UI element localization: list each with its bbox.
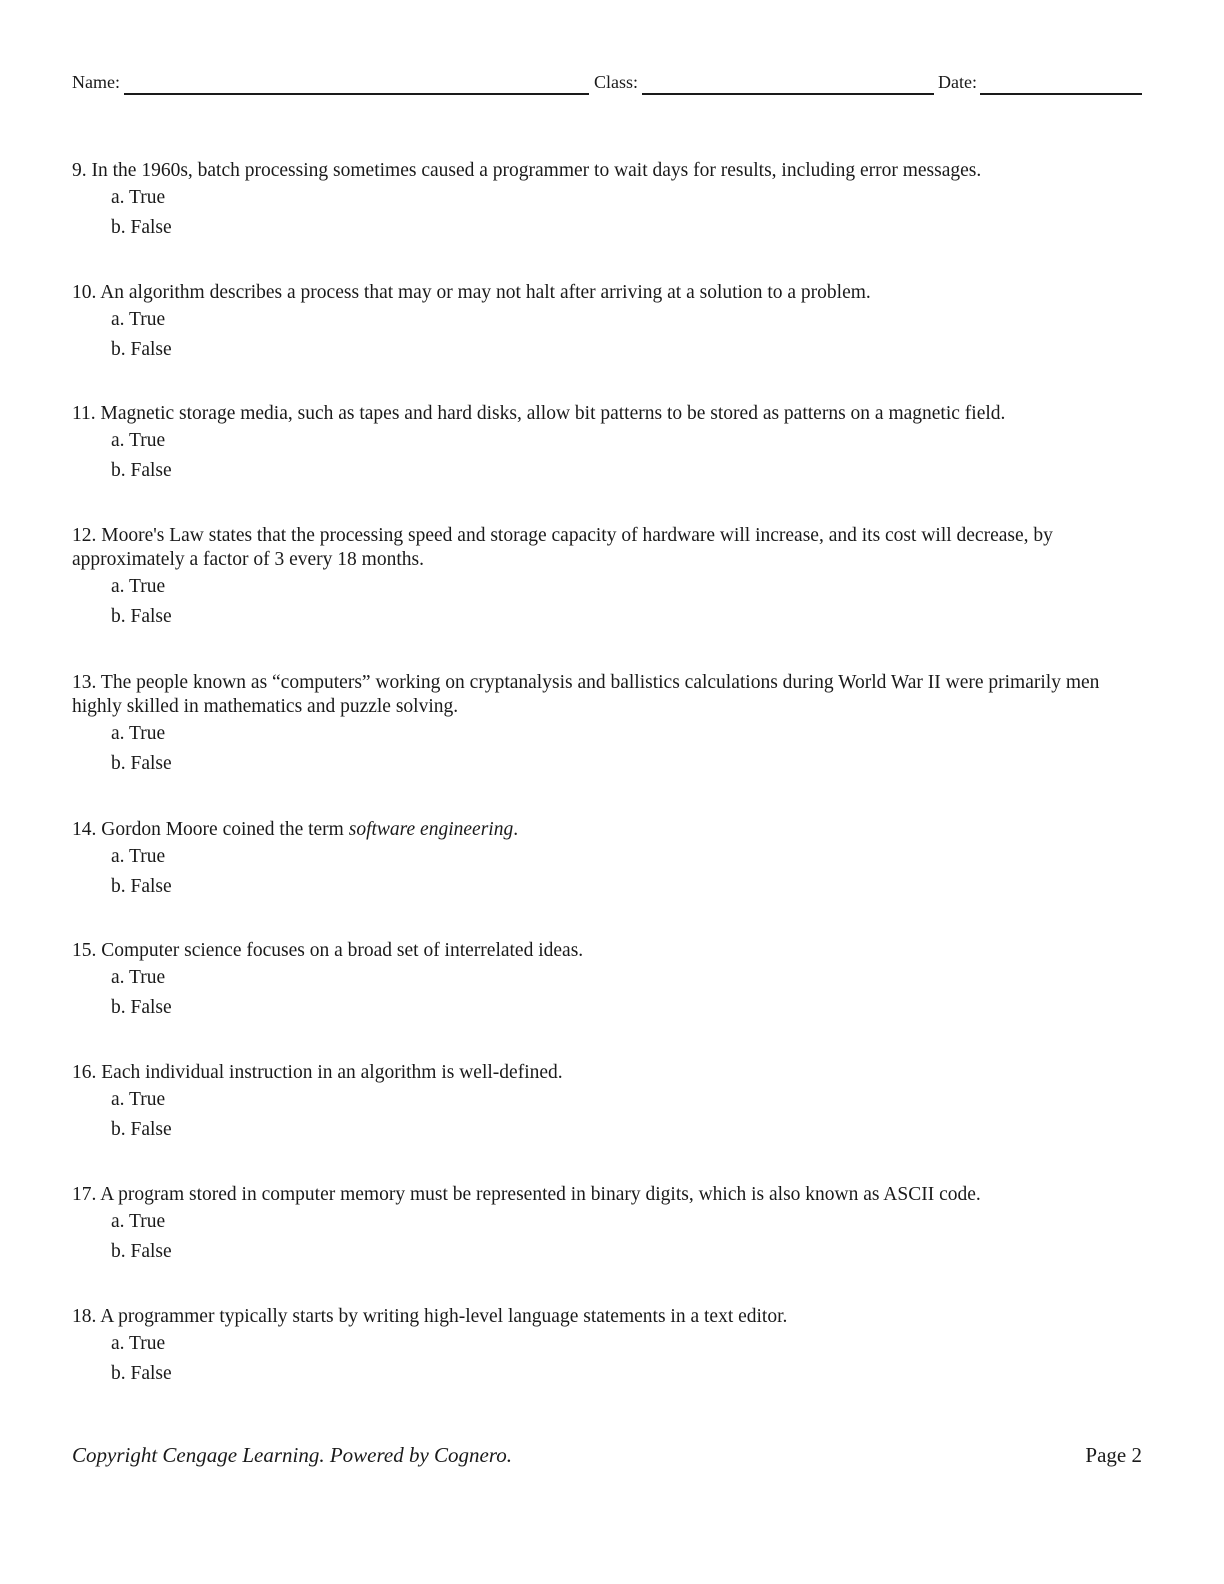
date-blank-line xyxy=(980,93,1142,95)
page-number: Page 2 xyxy=(1085,1443,1142,1467)
question-15 xyxy=(72,939,1147,1023)
question-body: Magnetic storage media, such as tapes and hard disks, allow bit patterns to be stored as patterns on a magnetic field. xyxy=(100,403,1006,424)
name-label: Name: xyxy=(72,72,120,92)
option-true: a. True xyxy=(111,430,166,451)
page-header xyxy=(72,70,1142,98)
question-text xyxy=(72,1305,1147,1329)
question-10 xyxy=(72,281,1147,365)
option-true: a. True xyxy=(111,1089,166,1110)
question-body: A programmer typically starts by writing high-level language statements in a text editor. xyxy=(100,1306,788,1327)
question-14 xyxy=(72,818,1147,902)
question-text xyxy=(72,939,1147,963)
option-true: a. True xyxy=(111,967,166,988)
question-text xyxy=(72,159,1147,183)
question-number: 16. xyxy=(72,1062,97,1083)
question-body: Moore's Law states that the processing speed and storage capacity of hardware will increase, and its cost will decrease, by approximately a factor of 3 every 18 months. xyxy=(72,525,1053,570)
option-false: b. False xyxy=(111,460,172,481)
page-footer xyxy=(72,1443,1142,1473)
option-false: b. False xyxy=(111,997,172,1018)
question-number: 12. xyxy=(72,525,97,546)
question-13 xyxy=(72,671,1147,779)
class-label: Class: xyxy=(594,72,639,92)
question-text xyxy=(72,402,1147,426)
option-false: b. False xyxy=(111,1241,172,1262)
question-number: 13. xyxy=(72,672,97,693)
option-true: a. True xyxy=(111,187,166,208)
question-body: A program stored in computer memory must be represented in binary digits, which is also known as ASCII code. xyxy=(100,1184,981,1205)
question-number: 15. xyxy=(72,940,97,961)
question-text xyxy=(72,281,1147,305)
option-false: b. False xyxy=(111,753,172,774)
option-true: a. True xyxy=(111,309,166,330)
option-false: b. False xyxy=(111,217,172,238)
question-number: 14. xyxy=(72,819,97,840)
question-11 xyxy=(72,402,1147,486)
question-body-end: . xyxy=(513,819,519,840)
question-text xyxy=(72,818,1147,842)
question-body: The people known as “computers” working on cryptanalysis and ballistics calculations during World War II were primarily men highly skilled in mathematics and puzzle solving. xyxy=(72,672,1100,717)
option-true: a. True xyxy=(111,723,166,744)
question-body: In the 1960s, batch processing sometimes caused a programmer to wait days for results, including error messages. xyxy=(91,160,982,181)
question-18 xyxy=(72,1305,1147,1389)
question-number: 18. xyxy=(72,1306,97,1327)
question-body: Gordon Moore coined the term xyxy=(101,819,349,840)
question-text xyxy=(72,524,1147,572)
question-number: 9. xyxy=(72,160,87,181)
option-true: a. True xyxy=(111,846,166,867)
option-false: b. False xyxy=(111,606,172,627)
option-false: b. False xyxy=(111,1363,172,1384)
question-body: Each individual instruction in an algorithm is well-defined. xyxy=(101,1062,563,1083)
class-blank-line xyxy=(642,93,934,95)
question-body-italic: software engineering xyxy=(348,819,514,840)
question-9 xyxy=(72,159,1147,243)
option-false: b. False xyxy=(111,339,172,360)
question-17 xyxy=(72,1183,1147,1267)
question-body: Computer science focuses on a broad set of interrelated ideas. xyxy=(101,940,584,961)
question-12 xyxy=(72,524,1147,632)
option-true: a. True xyxy=(111,576,166,597)
question-number: 10. xyxy=(72,282,97,303)
question-number: 17. xyxy=(72,1184,97,1205)
question-text xyxy=(72,1061,1147,1085)
question-body: An algorithm describes a process that may or may not halt after arriving at a solution to a problem. xyxy=(100,282,871,303)
date-label: Date: xyxy=(938,72,977,92)
question-number: 11. xyxy=(72,403,96,424)
question-text xyxy=(72,671,1147,719)
option-false: b. False xyxy=(111,1119,172,1140)
question-16 xyxy=(72,1061,1147,1145)
option-true: a. True xyxy=(111,1211,166,1232)
option-false: b. False xyxy=(111,876,172,897)
option-true: a. True xyxy=(111,1333,166,1354)
copyright-text: Copyright Cengage Learning. Powered by Cognero. xyxy=(72,1443,512,1467)
question-text xyxy=(72,1183,1147,1207)
name-blank-line xyxy=(124,93,589,95)
